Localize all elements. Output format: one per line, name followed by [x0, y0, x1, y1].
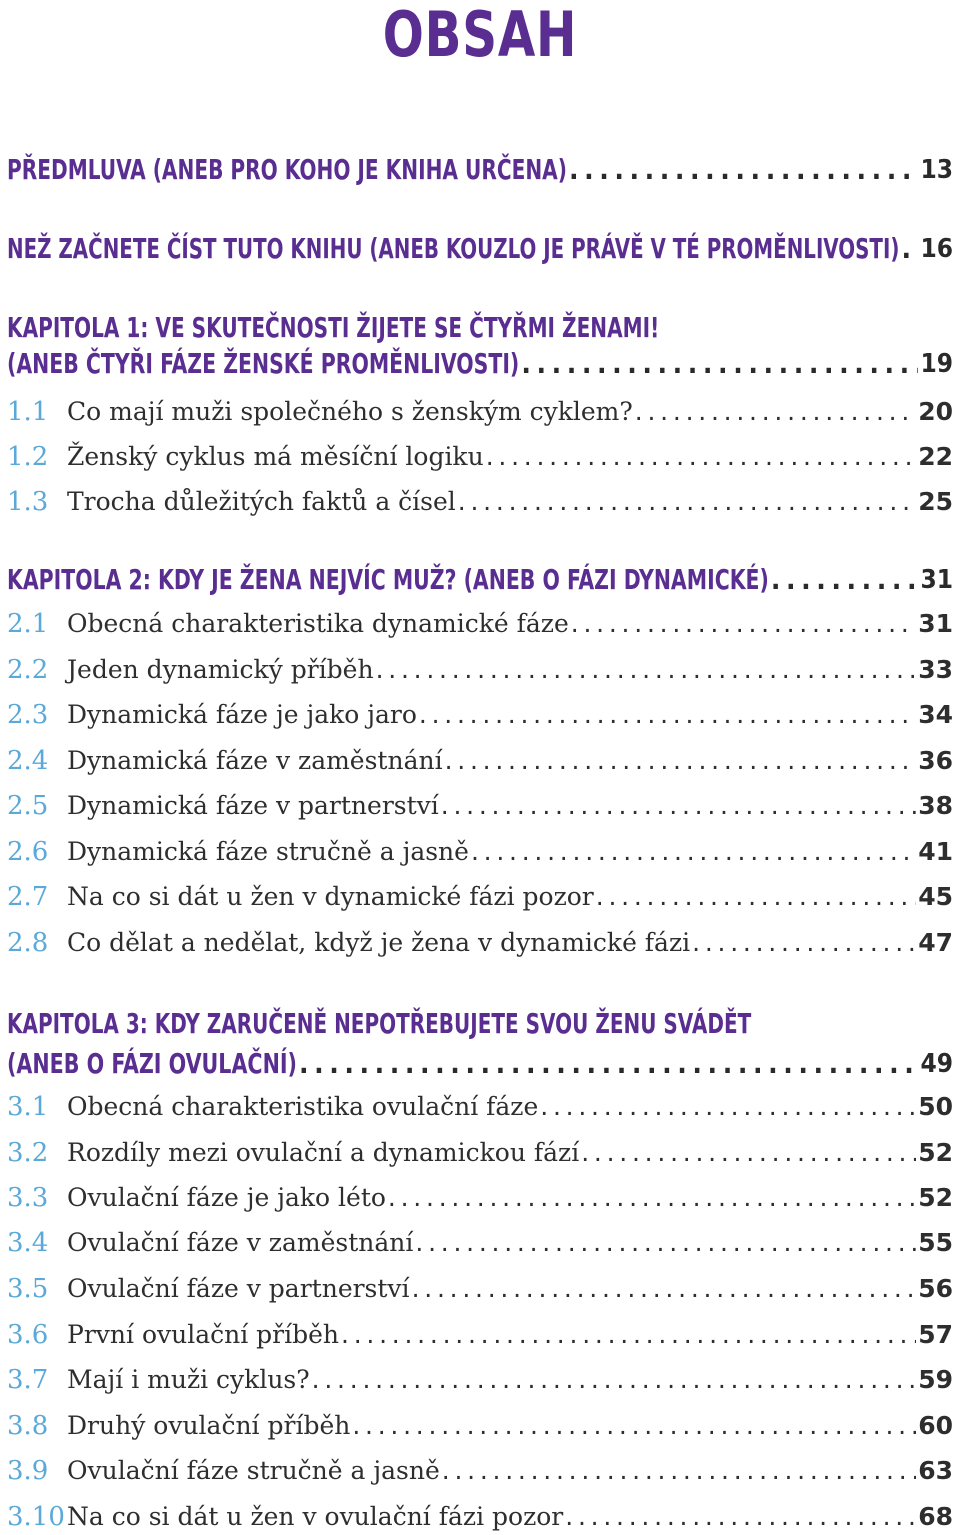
toc-section-row[interactable]: [7, 830, 953, 870]
toc-chapter-row[interactable]: [7, 1042, 953, 1082]
toc-section-row[interactable]: [7, 648, 953, 688]
section-title: Druhý ovulační příběh: [67, 1411, 351, 1440]
page-number: 68: [918, 1502, 953, 1531]
toc-section-row[interactable]: [7, 602, 953, 642]
section-number: 3.6: [7, 1320, 49, 1350]
page-number: 45: [918, 882, 953, 911]
chapter-title: PŘEDMLUVA (ANEB PRO KOHO JE KNIHA URČENA): [7, 153, 567, 186]
toc-section-row[interactable]: [7, 1267, 953, 1307]
toc-section-row[interactable]: [7, 875, 953, 915]
toc-section-row[interactable]: [7, 1495, 953, 1535]
section-number: 3.9: [7, 1456, 49, 1486]
dot-leader: [486, 439, 917, 475]
section-number: 1.2: [7, 442, 49, 472]
dot-leader: [352, 1408, 916, 1444]
toc-section-row[interactable]: [7, 1449, 953, 1489]
dot-leader: [565, 1499, 916, 1535]
section-number: 3.2: [7, 1138, 49, 1168]
page-number: 52: [918, 1183, 953, 1212]
section-number: 3.10: [7, 1502, 65, 1532]
chapter-title: KAPITOLA 2: KDY JE ŽENA NEJVÍC MUŽ? (ANEB O FÁZI DYNAMICKÉ): [7, 563, 769, 596]
page-number: 55: [918, 1228, 953, 1257]
toc-section-row[interactable]: [7, 1404, 953, 1444]
toc-section-row[interactable]: [7, 1358, 953, 1398]
dot-leader: [540, 1089, 916, 1125]
section-number: 2.1: [7, 609, 49, 639]
section-title: Obecná charakteristika ovulační fáze: [67, 1092, 539, 1121]
dot-leader: [635, 394, 916, 430]
section-number: 3.3: [7, 1183, 49, 1213]
page-number: 25: [918, 487, 953, 516]
section-title: Ženský cyklus má měsíční logiku: [67, 442, 484, 471]
dot-leader: [445, 743, 917, 779]
section-title: Ovulační fáze stručně a jasně: [67, 1456, 440, 1485]
toc-section-row[interactable]: [7, 390, 953, 430]
section-title: Na co si dát u žen v ovulační fázi pozor: [67, 1502, 564, 1531]
dot-leader: [415, 1225, 916, 1261]
page-number: 60: [918, 1411, 953, 1440]
dot-leader: [692, 925, 916, 961]
section-title: Jeden dynamický příběh: [67, 655, 374, 684]
page-number: 52: [918, 1138, 953, 1167]
page-number: 16: [920, 234, 953, 264]
page-number: 50: [918, 1092, 953, 1121]
page-number: 36: [918, 746, 953, 775]
section-number: 2.4: [7, 746, 49, 776]
dot-leader: [458, 484, 916, 520]
section-number: 3.1: [7, 1092, 49, 1122]
dot-leader: [442, 1453, 916, 1489]
toc-section-row[interactable]: [7, 1313, 953, 1353]
toc-section-row[interactable]: [7, 921, 953, 961]
section-title: Obecná charakteristika dynamické fáze: [67, 609, 569, 638]
section-number: 2.8: [7, 928, 49, 958]
section-title: Co dělat a nedělat, když je žena v dynamické fázi: [67, 928, 691, 957]
dot-leader: [901, 231, 918, 267]
section-title: Trocha důležitých faktů a čísel: [67, 487, 456, 516]
page-number: 31: [920, 565, 953, 595]
page-number: 41: [918, 837, 953, 866]
dot-leader: [312, 1362, 917, 1398]
page-title: OBSAH: [382, 0, 578, 71]
dot-leader: [569, 152, 918, 188]
toc-section-row[interactable]: [7, 739, 953, 779]
section-number: 1.3: [7, 487, 49, 517]
chapter-title: (ANEB ČTYŘI FÁZE ŽENSKÉ PROMĚNLIVOSTI): [7, 347, 520, 380]
toc-section-row[interactable]: [7, 1131, 953, 1171]
section-number: 2.5: [7, 791, 49, 821]
page-number: 56: [918, 1274, 953, 1303]
toc-chapter-row[interactable]: [7, 342, 953, 382]
toc-chapter-row[interactable]: [7, 227, 953, 267]
dot-leader: [341, 1317, 916, 1353]
page-number: 33: [918, 655, 953, 684]
page-number: 49: [920, 1049, 953, 1079]
section-number: 3.7: [7, 1365, 49, 1395]
section-title: Ovulační fáze v zaměstnání: [67, 1228, 414, 1257]
section-title: Mají i muži cyklus?: [67, 1365, 310, 1394]
toc-section-row[interactable]: [7, 1085, 953, 1125]
dot-leader: [376, 652, 917, 688]
dot-leader: [581, 1135, 916, 1171]
page-number: 34: [918, 700, 953, 729]
toc-chapter-row[interactable]: [7, 148, 953, 188]
chapter-title: NEŽ ZAČNETE ČÍST TUTO KNIHU (ANEB KOUZLO JE PRÁVĚ V TÉ PROMĚNLIVOSTI): [7, 232, 900, 265]
chapter-heading: KAPITOLA 3: KDY ZARUČENĚ NEPOTŘEBUJETE SVOU ŽENU SVÁDĚT: [7, 1007, 752, 1040]
chapter-title: (ANEB O FÁZI OVULAČNÍ): [7, 1047, 297, 1080]
toc-section-row[interactable]: [7, 784, 953, 824]
page-number: 22: [918, 442, 953, 471]
page-number: 38: [918, 791, 953, 820]
page-number: 19: [920, 349, 953, 379]
section-title: Dynamická fáze v partnerství: [67, 791, 439, 820]
page-number: 31: [918, 609, 953, 638]
toc-section-row[interactable]: [7, 480, 953, 520]
section-title: První ovulační příběh: [67, 1320, 340, 1349]
dot-leader: [521, 346, 918, 382]
dot-leader: [441, 788, 916, 824]
page-number: 20: [918, 397, 953, 426]
section-title: Ovulační fáze je jako léto: [67, 1183, 386, 1212]
page-number: 13: [920, 155, 953, 185]
dot-leader: [471, 834, 916, 870]
section-number: 2.2: [7, 655, 49, 685]
chapter-heading: KAPITOLA 1: VE SKUTEČNOSTI ŽIJETE SE ČTYŘMI ŽENAMI!: [7, 311, 660, 344]
dot-leader: [419, 697, 916, 733]
page-number: 63: [918, 1456, 953, 1485]
page-number: 57: [918, 1320, 953, 1349]
section-title: Rozdíly mezi ovulační a dynamickou fází: [67, 1138, 580, 1167]
toc-section-row[interactable]: [7, 693, 953, 733]
toc-section-row[interactable]: [7, 1176, 953, 1216]
dot-leader: [388, 1180, 916, 1216]
dot-leader: [412, 1271, 917, 1307]
section-number: 2.6: [7, 837, 49, 867]
section-title: Dynamická fáze v zaměstnání: [67, 746, 443, 775]
toc-chapter-row[interactable]: [7, 558, 953, 598]
section-number: 2.7: [7, 882, 49, 912]
section-title: Ovulační fáze v partnerství: [67, 1274, 410, 1303]
section-number: 1.1: [7, 397, 49, 427]
toc-section-row[interactable]: [7, 435, 953, 475]
dot-leader: [596, 879, 916, 915]
dot-leader: [771, 562, 919, 598]
section-number: 3.5: [7, 1274, 49, 1304]
toc-section-row[interactable]: [7, 1221, 953, 1261]
page-number: 47: [918, 928, 953, 957]
page-number: 59: [918, 1365, 953, 1394]
section-number: 3.8: [7, 1411, 49, 1441]
section-title: Dynamická fáze je jako jaro: [67, 700, 417, 729]
dot-leader: [571, 606, 916, 642]
dot-leader: [299, 1046, 919, 1082]
section-title: Co mají muži společného s ženským cyklem?: [67, 397, 633, 426]
section-title: Dynamická fáze stručně a jasně: [67, 837, 469, 866]
section-number: 3.4: [7, 1228, 49, 1258]
section-number: 2.3: [7, 700, 49, 730]
section-title: Na co si dát u žen v dynamické fázi pozor: [67, 882, 594, 911]
